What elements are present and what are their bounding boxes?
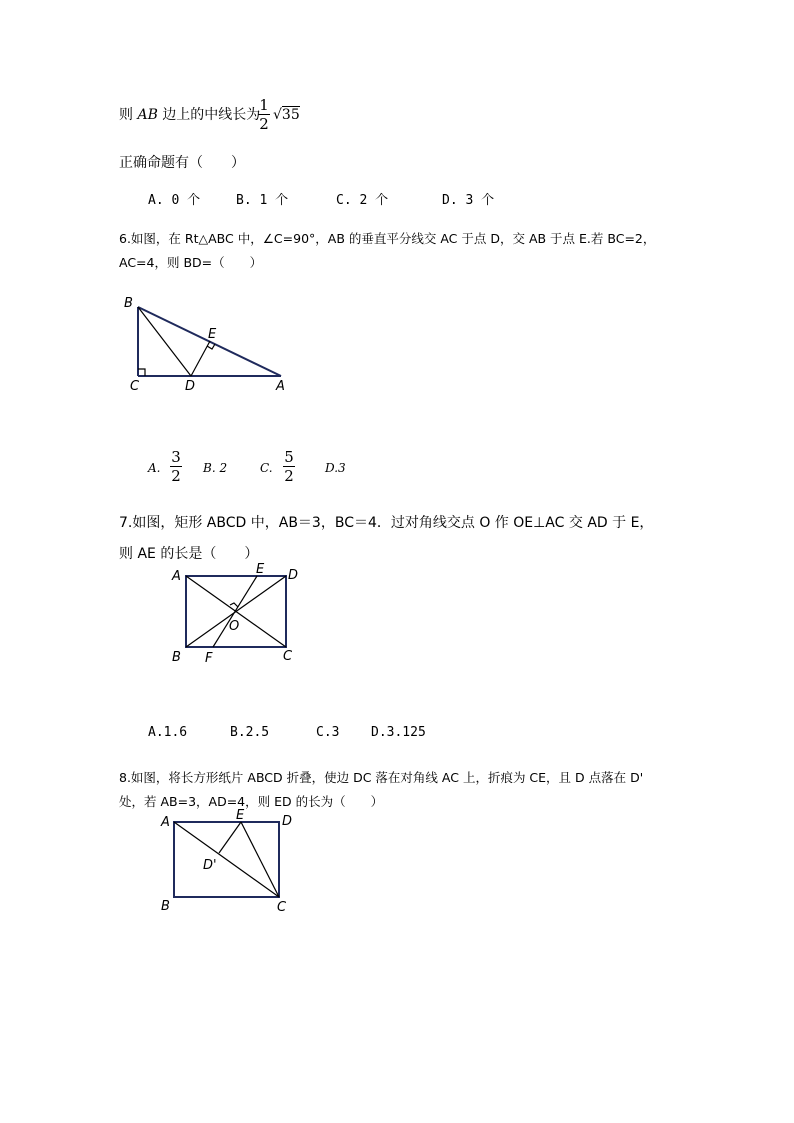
q7-option-a: A.1.6 — [148, 725, 188, 740]
q7-label-o: O — [229, 619, 240, 634]
q6-option-b: B. 2 — [203, 461, 228, 475]
q8-label-b: B — [161, 899, 170, 914]
q6-text-line2: AC=4，则 BD=（ ） — [119, 255, 263, 270]
q7-label-f: F — [205, 651, 213, 666]
q7-label-a: A — [172, 569, 181, 584]
q6-option-a-fraction: 3 2 — [171, 448, 181, 485]
q6-label-c: C — [130, 379, 140, 394]
q6-option-c-letter: C. — [260, 461, 273, 475]
median-sqrt: √35 — [273, 107, 300, 123]
q8-crease-ce — [241, 822, 279, 897]
q8-segment-ed-prime — [219, 822, 241, 853]
correct-count-question: 正确命题有（ ） — [119, 155, 245, 171]
q6-label-b: B — [124, 296, 133, 311]
q6-option-a-letter: A. — [148, 461, 161, 475]
q6-option-c-fraction: 5 2 — [284, 448, 294, 485]
top-option-c: C. 2 个 — [336, 193, 389, 208]
q8-text-line1: 8.如图，将长方形纸片 ABCD 折叠，使边 DC 落在对角线 AC 上，折痕为 CE，且 D 点落在 D' — [119, 770, 644, 785]
q8-diagonal-ac — [174, 822, 279, 897]
q7-option-c: C.3 — [316, 725, 340, 740]
q8-label-c: C — [277, 900, 287, 915]
q6-label-d: D — [185, 379, 196, 394]
median-segment: AB — [137, 107, 158, 123]
top-option-b: B. 1 个 — [236, 193, 289, 208]
q8-label-d-prime: D' — [203, 858, 217, 873]
q7-option-d: D.3.125 — [371, 725, 426, 740]
q7-text-line1: 7.如图，矩形 ABCD 中，AB＝3，BC＝4．过对角线交点 O 作 OE⊥AC 交 AD 于 E， — [119, 515, 654, 531]
q7-label-e: E — [256, 562, 265, 577]
q7-label-b: B — [172, 650, 181, 665]
q8-label-d: D — [282, 814, 293, 829]
q7-label-d: D — [288, 568, 299, 583]
q7-text-line2: 则 AE 的长是（ ） — [119, 546, 259, 562]
q7-label-c: C — [283, 649, 293, 664]
q7-option-b: B.2.5 — [230, 725, 270, 740]
median-fraction: 1 2 — [259, 96, 269, 133]
q8-label-e: E — [236, 808, 245, 823]
q6-label-a: A — [276, 379, 285, 394]
median-text: 边上的中线长为 — [162, 107, 261, 123]
q6-option-d: D.3 — [325, 461, 346, 475]
top-option-d: D. 3 个 — [442, 193, 495, 208]
q6-label-e: E — [208, 327, 217, 342]
q8-text-line2: 处，若 AB=3，AD=4，则 ED 的长为（ ） — [119, 794, 384, 809]
q6-text-line1: 6.如图，在 Rt△ABC 中，∠C=90°，AB 的垂直平分线交 AC 于点 D，交 AB 于点 E.若 BC=2， — [119, 231, 656, 246]
top-option-a: A. 0 个 — [148, 193, 201, 208]
median-prefix: 则 — [119, 107, 133, 123]
q8-label-a: A — [161, 815, 170, 830]
